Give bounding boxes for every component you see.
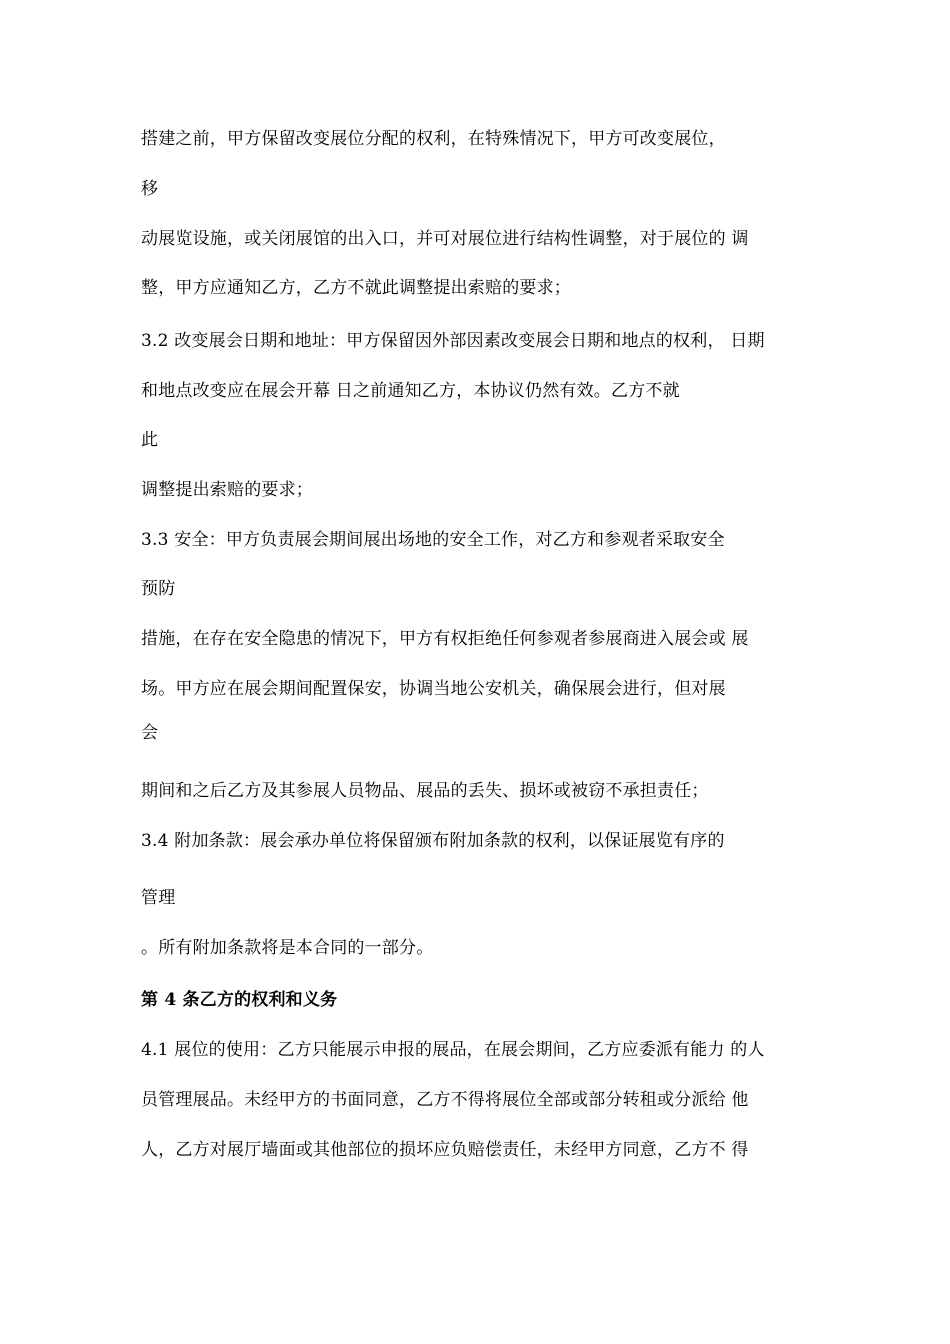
paragraph-line-17: 。所有附加条款将是本合同的一部分。 bbox=[141, 938, 434, 958]
paragraph-line-6: 和地点改变应在展会开幕 日之前通知乙方，本协议仍然有效。乙方不就 bbox=[141, 381, 680, 401]
paragraph-line-14: 期间和之后乙方及其参展人员物品、展品的丢失、损坏或被窃不承担责任； bbox=[141, 781, 709, 801]
paragraph-line-12: 场。甲方应在展会期间配置保安，协调当地公安机关，确保展会进行，但对展 bbox=[141, 679, 726, 699]
paragraph-line-3: 动展览设施，或关闭展馆的出入口，并可对展位进行结构性调整，对于展位的 调 bbox=[141, 229, 749, 249]
paragraph-line-2: 移 bbox=[141, 179, 159, 199]
section-heading: 第 4 条乙方的权利和义务 bbox=[141, 990, 338, 1010]
paragraph-line-7: 此 bbox=[141, 430, 159, 450]
paragraph-line-20: 员管理展品。未经甲方的书面同意，乙方不得将展位全部或部分转租或分派给 他 bbox=[141, 1090, 749, 1110]
paragraph-line-1: 搭建之前，甲方保留改变展位分配的权利，在特殊情况下，甲方可改变展位， bbox=[141, 129, 726, 149]
paragraph-line-16: 管理 bbox=[141, 888, 176, 908]
paragraph-line-9: 3.3 安全：甲方负责展会期间展出场地的安全工作，对乙方和参观者采取安全 bbox=[141, 530, 725, 550]
paragraph-line-8: 调整提出索赔的要求； bbox=[141, 480, 313, 500]
paragraph-line-11: 措施，在存在安全隐患的情况下，甲方有权拒绝任何参观者参展商进入展会或 展 bbox=[141, 629, 749, 649]
paragraph-line-13: 会 bbox=[141, 723, 159, 743]
paragraph-line-5: 3.2 改变展会日期和地址：甲方保留因外部因素改变展会日期和地点的权利， 日期 bbox=[141, 331, 765, 351]
paragraph-line-21: 人，乙方对展厅墙面或其他部位的损坏应负赔偿责任，未经甲方同意，乙方不 得 bbox=[141, 1140, 749, 1160]
paragraph-line-10: 预防 bbox=[141, 579, 176, 599]
paragraph-line-19: 4.1 展位的使用：乙方只能展示申报的展品，在展会期间，乙方应委派有能力 的人 bbox=[141, 1040, 765, 1060]
paragraph-line-15: 3.4 附加条款：展会承办单位将保留颁布附加条款的权利，以保证展览有序的 bbox=[141, 831, 725, 851]
paragraph-line-4: 整，甲方应通知乙方，乙方不就此调整提出索赔的要求； bbox=[141, 278, 571, 298]
